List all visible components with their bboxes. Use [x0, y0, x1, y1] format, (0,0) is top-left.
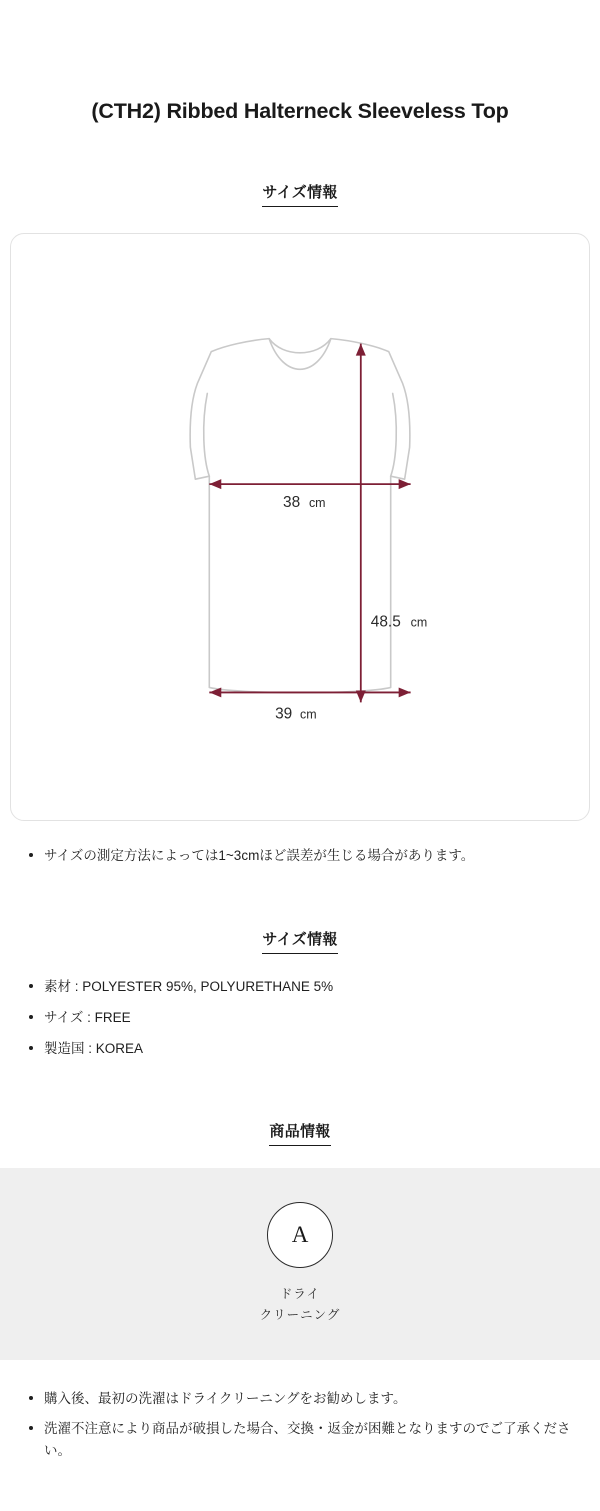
care-note-list: [22, 1388, 578, 1463]
hem-measure-unit: cm: [300, 707, 317, 722]
spec-block: [22, 976, 578, 1060]
list-item: 購入後、最初の洗濯はドライクリーニングをお勧めします。: [22, 1388, 578, 1410]
section-heading-product-info: [0, 1121, 600, 1146]
dry-clean-icon: [267, 1202, 333, 1268]
list-item: サイズの測定方法によっては1~3cmほど誤差が生じる場合があります。: [22, 845, 578, 867]
garment-size-diagram: [11, 234, 589, 820]
spec-list: [22, 976, 578, 1060]
garment-outline-icon: [190, 339, 410, 693]
measurement-lines: [209, 344, 410, 703]
list-item: サイズ : FREE: [22, 1007, 578, 1029]
list-item: 素材 : POLYESTER 95%, POLYURETHANE 5%: [22, 976, 578, 998]
length-measure-unit: cm: [410, 615, 428, 630]
measurement-note-block: [22, 845, 578, 867]
hem-measure-value: 39: [275, 705, 293, 723]
dry-clean-icon-letter: A: [291, 1222, 309, 1248]
list-item: 製造国 : KOREA: [22, 1038, 578, 1060]
care-symbol-label-line2: クリーニング: [259, 1308, 341, 1322]
care-symbol-panel: [0, 1168, 600, 1359]
section-heading-spec: [0, 929, 600, 954]
section-heading-spec-label: サイズ情報: [262, 929, 337, 954]
section-heading-product-info-label: 商品情報: [269, 1121, 330, 1146]
measurement-arrowheads: [209, 344, 410, 703]
size-diagram-card: [10, 233, 590, 821]
length-measure-value: 48.5: [370, 613, 401, 631]
chest-measure-unit: cm: [308, 496, 326, 511]
measurement-note-list: [22, 845, 578, 867]
section-heading-size-chart-label: サイズ情報: [262, 182, 337, 207]
section-heading-size-chart: [0, 182, 600, 207]
chest-measure-value: 38: [283, 494, 301, 512]
page-title: (CTH2) Ribbed Halterneck Sleeveless Top: [91, 99, 509, 123]
care-note-block: [22, 1388, 578, 1463]
care-symbol-label-line1: ドライ: [279, 1287, 321, 1302]
list-item: 洗濯不注意により商品が破損した場合、交換・返金が困難となりますのでご了承ください。: [22, 1418, 578, 1462]
care-symbol-label: [260, 1284, 341, 1325]
